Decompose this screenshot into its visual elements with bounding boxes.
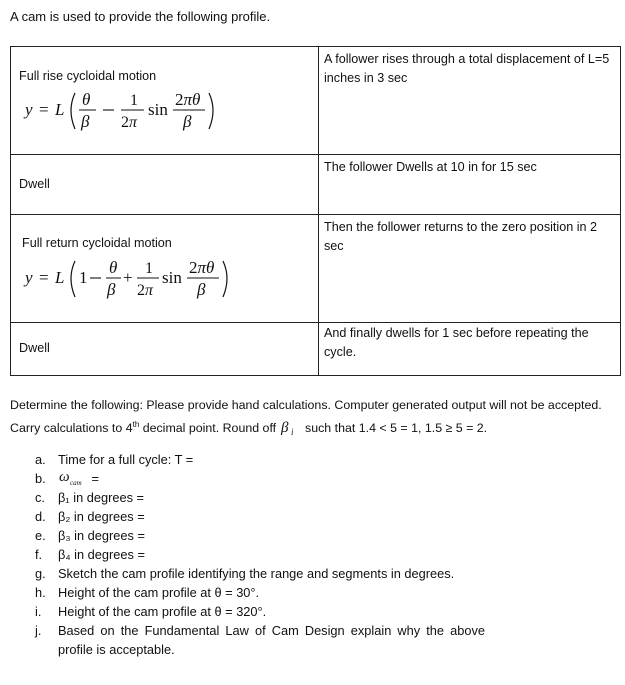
- list-item: [35, 469, 485, 488]
- profile-table: [10, 46, 621, 376]
- svg-text:1: 1: [79, 268, 88, 287]
- item-text: β₄ in degrees =: [58, 547, 145, 562]
- instructions-text: decimal point. Round off: [139, 421, 280, 436]
- return-formula: [17, 253, 297, 303]
- item-text: β₁ in degrees =: [58, 490, 145, 505]
- left-cell: [11, 215, 319, 323]
- omega-cam-symbol: [58, 470, 88, 486]
- intro-text: A cam is used to provide the following profile.: [10, 9, 271, 24]
- superscript: th: [132, 420, 140, 429]
- row-description: Then the follower returns to the zero position in 2 sec: [324, 220, 598, 253]
- item-text: Time for a full cycle: T =: [58, 452, 194, 467]
- question-list: [35, 450, 485, 659]
- svg-text:2π: 2π: [137, 282, 154, 299]
- right-cell: [319, 47, 621, 155]
- svg-text:β: β: [81, 112, 90, 131]
- rise-formula: [17, 85, 287, 135]
- list-item: [35, 545, 485, 564]
- item-label: e.: [35, 528, 46, 543]
- instructions-text: Determine the following: Please provide hand calculations. Computer generated output will not be accepted. Carry calculations to 4: [10, 398, 602, 436]
- svg-text:sin: sin: [162, 268, 182, 287]
- right-cell: [319, 215, 621, 323]
- table-row: [11, 323, 621, 376]
- list-item: [35, 488, 485, 507]
- svg-text:i: i: [290, 427, 294, 437]
- left-cell: [11, 47, 319, 155]
- svg-text:y: y: [25, 100, 33, 119]
- row-description: And finally dwells for 1 sec before repeating the cycle.: [324, 326, 589, 359]
- item-text: Based on the Fundamental Law of Cam Design explain why the above profile is acceptable.: [58, 623, 485, 657]
- list-item: [35, 583, 485, 602]
- left-cell: [11, 323, 319, 376]
- svg-text:2πθ: 2πθ: [189, 258, 215, 277]
- item-label: i.: [35, 604, 42, 619]
- svg-text:L: L: [55, 268, 65, 287]
- svg-text:ω: ω: [59, 470, 70, 485]
- row-label: Dwell: [19, 341, 50, 355]
- svg-text:L: L: [55, 100, 65, 119]
- svg-text:θ: θ: [109, 258, 118, 277]
- row-label: Dwell: [19, 177, 50, 191]
- item-label: c.: [35, 490, 45, 505]
- row-description: The follower Dwells at 10 in for 15 sec: [324, 160, 537, 174]
- svg-text:β: β: [107, 280, 116, 299]
- table-row: [11, 155, 621, 215]
- list-item: [35, 450, 485, 469]
- svg-text:θ: θ: [82, 90, 91, 109]
- right-cell: [319, 155, 621, 215]
- svg-text:=: =: [39, 100, 49, 119]
- svg-text:y: y: [25, 268, 33, 287]
- svg-text:sin: sin: [148, 100, 168, 119]
- instructions-paragraph: [10, 396, 615, 438]
- svg-text:1: 1: [130, 92, 138, 109]
- svg-text:cam: cam: [70, 479, 82, 486]
- item-text: β₂ in degrees =: [58, 509, 145, 524]
- table-row: [11, 215, 621, 323]
- svg-text:=: =: [39, 268, 49, 287]
- svg-text:2π: 2π: [121, 114, 138, 131]
- item-label: b.: [35, 471, 46, 486]
- instructions-text: such that 1.4 < 5 = 1, 1.5 ≥ 5 = 2.: [301, 421, 488, 436]
- svg-text:β: β: [280, 420, 289, 437]
- row-label: Full return cycloidal motion: [22, 236, 172, 250]
- item-text: =: [88, 471, 100, 486]
- table-row: [11, 47, 621, 155]
- item-label: g.: [35, 566, 46, 581]
- item-label: h.: [35, 585, 46, 600]
- beta-i-symbol: [280, 420, 302, 436]
- item-label: d.: [35, 509, 46, 524]
- item-label: a.: [35, 452, 46, 467]
- row-label: Full rise cycloidal motion: [19, 69, 157, 83]
- svg-text:2πθ: 2πθ: [175, 90, 201, 109]
- item-text: Sketch the cam profile identifying the range and segments in degrees.: [58, 566, 455, 581]
- item-text-wrap: [58, 469, 485, 488]
- right-cell: [319, 323, 621, 376]
- row-description: A follower rises through a total displacement of L=5 inches in 3 sec: [324, 52, 610, 85]
- item-text: Height of the cam profile at θ = 30°.: [58, 585, 260, 600]
- svg-text:β: β: [183, 112, 192, 131]
- list-item: [35, 507, 485, 526]
- list-item: [35, 621, 485, 659]
- svg-text:β: β: [197, 280, 206, 299]
- svg-text:+: +: [123, 268, 133, 287]
- list-item: [35, 526, 485, 545]
- item-label: j.: [35, 623, 42, 638]
- item-text: Height of the cam profile at θ = 320°.: [58, 604, 267, 619]
- item-label: f.: [35, 547, 43, 562]
- list-item: [35, 602, 485, 621]
- svg-text:1: 1: [145, 260, 153, 277]
- left-cell: [11, 155, 319, 215]
- item-text: β₃ in degrees =: [58, 528, 145, 543]
- list-item: [35, 564, 485, 583]
